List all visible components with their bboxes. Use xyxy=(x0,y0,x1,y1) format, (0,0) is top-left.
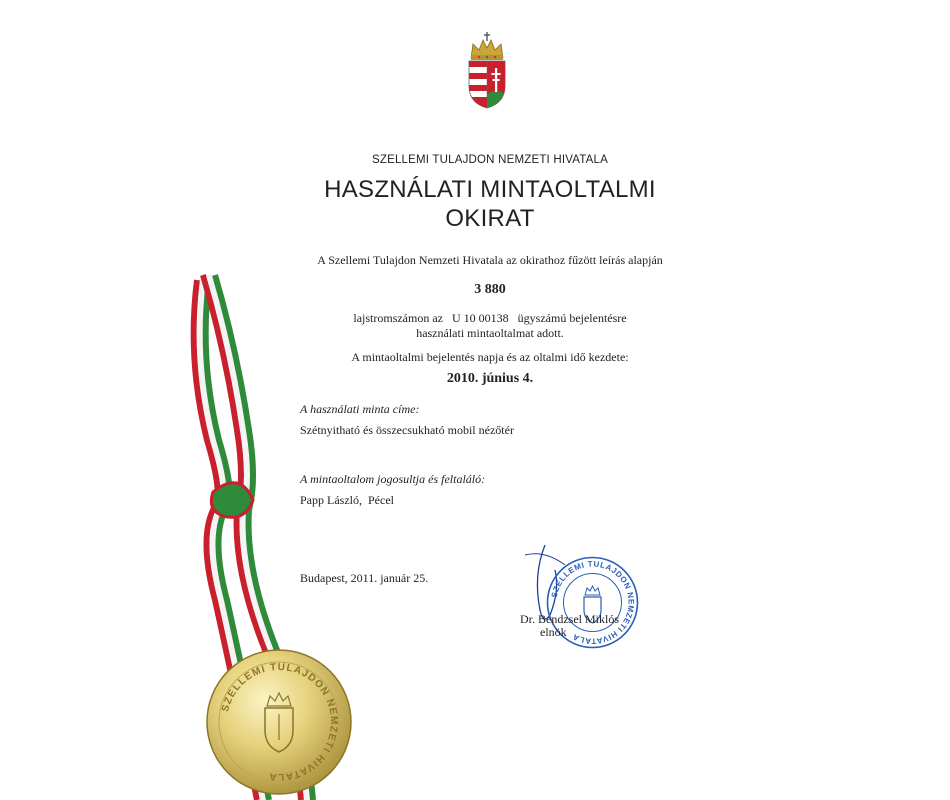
document-title-line2: OKIRAT xyxy=(445,205,535,232)
registration-line1: lajstromszámon az U 10 00138 ügyszámú bejelentésre xyxy=(353,311,627,325)
document-title-line1: HASZNÁLATI MINTAOLTALMI xyxy=(324,176,656,203)
filing-date: 2010. június 4. xyxy=(446,371,534,386)
model-title-label: A használati minta címe: xyxy=(300,402,420,416)
place-and-date: Budapest, 2011. január 25. xyxy=(300,571,429,585)
date-intro: A mintaoltalmi bejelentés napja és az oltalmi idő kezdete: xyxy=(351,350,629,364)
issuing-authority: SZELLEMI TULAJDON NEMZETI HIVATALA xyxy=(372,154,608,166)
hungarian-coat-of-arms-icon xyxy=(465,28,509,110)
model-title-value: Szétnyitható és összecsukható mobil nézőtér xyxy=(300,423,514,437)
stamp-text: SZELLEMI TULAJDON NEMZETI HIVATALA xyxy=(549,559,636,646)
intro-text: A Szellemi Tulajdon Nemzeti Hivatala az okirathoz fűzött leírás alapján xyxy=(317,253,663,267)
signatory-role: elnök xyxy=(540,625,567,639)
signatory-name: Dr. Bendzsel Miklós xyxy=(520,612,619,626)
seal-text: SZELLEMI TULAJDON NEMZETI HIVATALA xyxy=(220,661,340,783)
registration-line2: használati mintaoltalmat adott. xyxy=(416,326,564,340)
registration-number: 3 880 xyxy=(474,282,506,297)
gold-seal-icon xyxy=(205,648,353,796)
owner-label: A mintaoltalom jogosultja és feltaláló: xyxy=(300,472,486,486)
owner-value: Papp László, Pécel xyxy=(300,493,394,507)
